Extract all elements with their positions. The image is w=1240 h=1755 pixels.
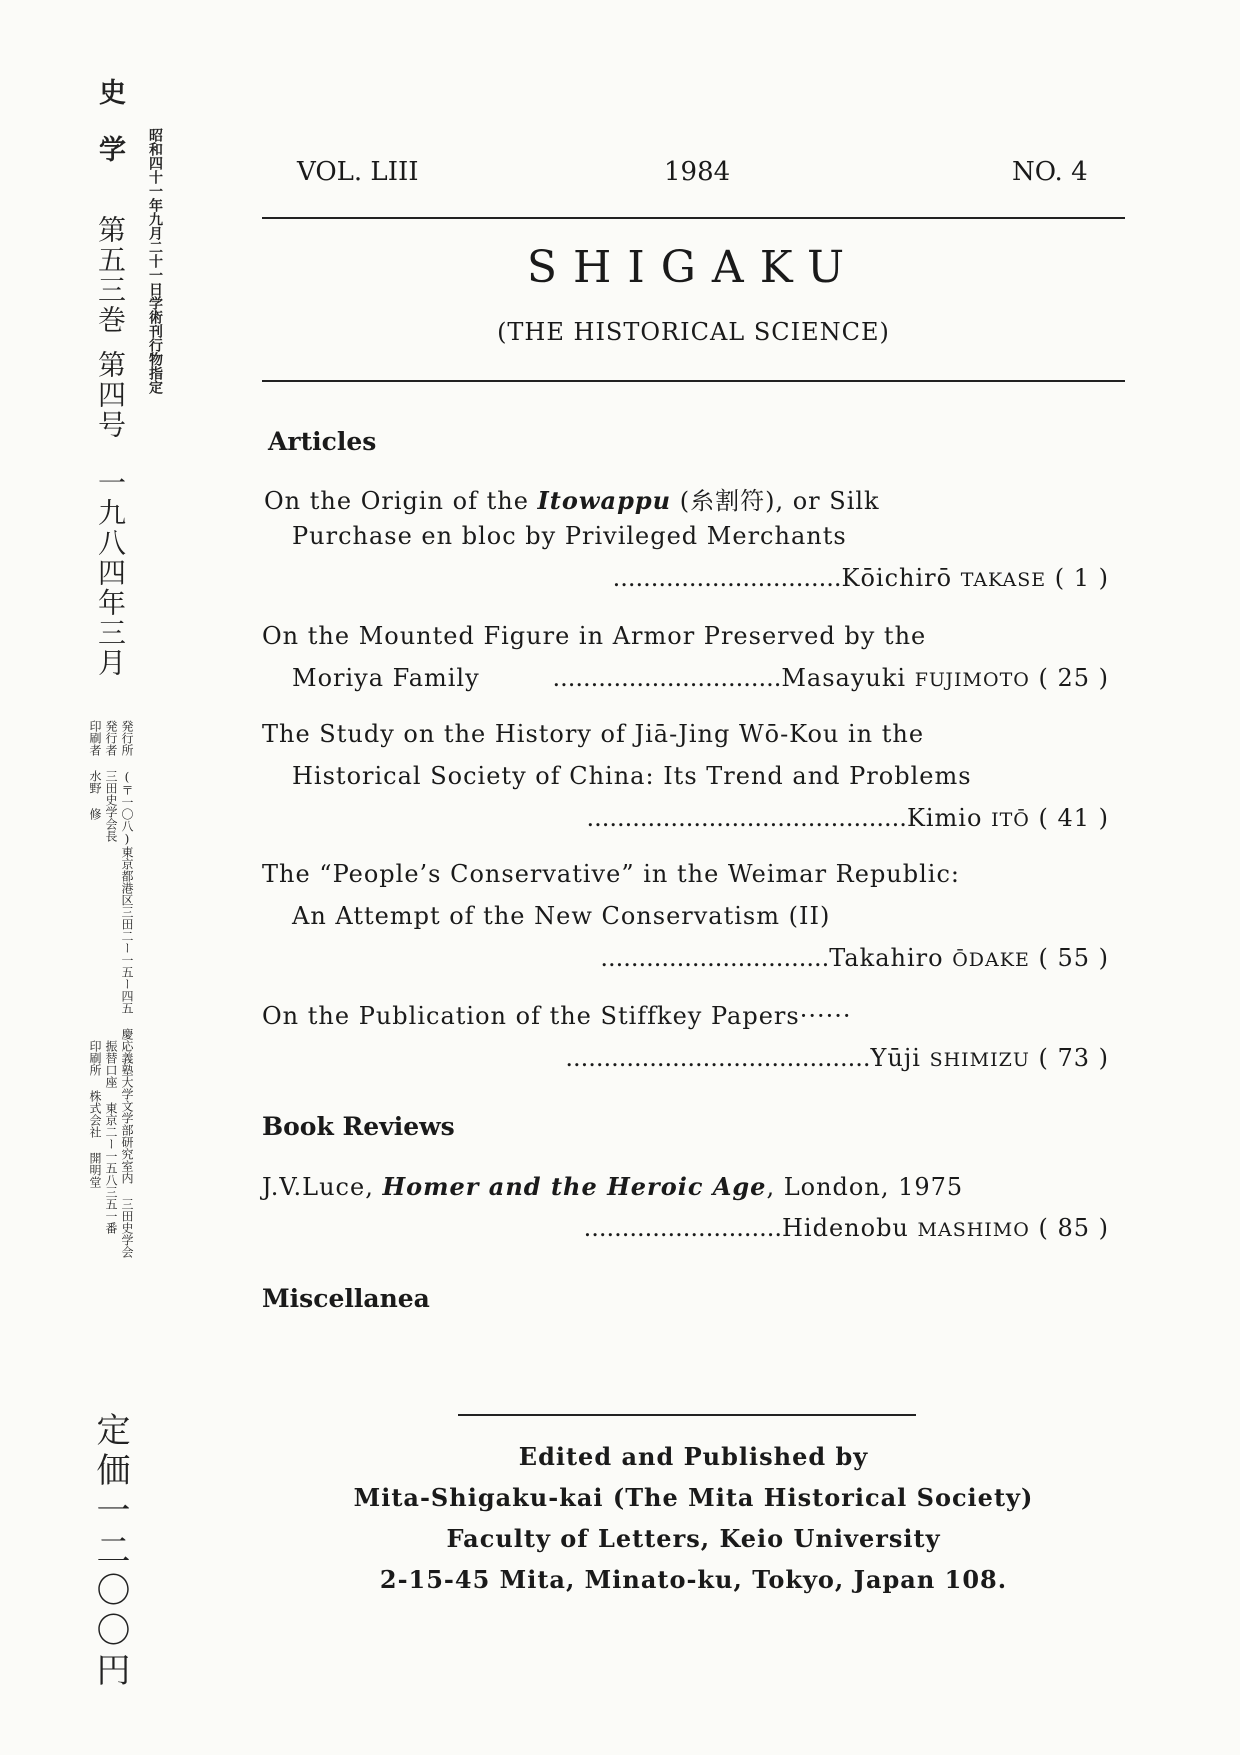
italic-term: Itowappu: [537, 486, 672, 515]
spine-printer-office: 印刷所 株式会社 開明堂: [88, 1040, 102, 1188]
spine-date: 一九八四年三月: [94, 468, 127, 678]
footer-line-address: 2-15-45 Mita, Minato-ku, Tokyo, Japan 108.: [379, 1565, 1008, 1594]
page-number: ( 1 ): [1054, 564, 1109, 592]
page-number: ( 55 ): [1038, 944, 1109, 972]
article-title-line: Moriya Family: [292, 664, 480, 692]
article-byline: [262, 664, 1109, 692]
author-given: Yūji: [870, 1044, 930, 1072]
article-title-line: On the Publication of the Stiffkey Papers······: [262, 1002, 852, 1030]
leader-dots: ..............................: [552, 664, 782, 692]
article-title-line: The Study on the History of Jiā-Jing Wō-Kou in the: [262, 720, 925, 748]
author-family: ITŌ: [991, 809, 1030, 831]
spine-price: 定価一二〇〇円: [90, 1412, 130, 1692]
spine-publisher-office: 発行所 (〒一〇八)東京都港区三田二ー一五ー四五 慶応義塾大学文学部研究室内 三田史学会: [120, 720, 134, 1258]
leader-dots: ..........................................: [586, 804, 907, 832]
author-family: MASHIMO: [917, 1219, 1030, 1241]
spine-issue: 第四号: [94, 350, 127, 440]
author-family: ŌDAKE: [952, 949, 1030, 971]
page-number: ( 25 ): [1038, 664, 1109, 692]
page-number: ( 85 ): [1038, 1214, 1109, 1242]
leader-dots: ........................................: [565, 1044, 871, 1072]
author-given: Kōichirō: [841, 564, 961, 592]
volume-label: VOL. LIII: [297, 157, 419, 187]
author-given: Hidenobu: [781, 1214, 918, 1242]
footer-line-edited: Edited and Published by: [518, 1442, 869, 1471]
section-heading-book-reviews: Book Reviews: [262, 1112, 455, 1141]
spine-account: 振替口座 東京二ー一五八三五一番: [104, 1040, 118, 1234]
journal-title: SHIGAKU: [526, 242, 861, 293]
journal-subtitle: (THE HISTORICAL SCIENCE): [497, 318, 890, 346]
italic-book-title: Homer and the Heroic Age: [382, 1172, 767, 1201]
spine-printer-person: 印刷者 水野 修: [88, 720, 102, 820]
article-title-line: An Attempt of the New Conservatism (II): [292, 902, 831, 930]
article-byline: [262, 564, 1109, 592]
spine-publisher-person: 発行者 三田史学会長: [104, 720, 118, 842]
article-byline: [262, 1044, 1109, 1072]
leader-dots: ..........................: [583, 1214, 782, 1242]
issue-number-label: NO. 4: [1012, 157, 1088, 187]
author-family: FUJIMOTO: [914, 669, 1030, 691]
article-title-line: On the Mounted Figure in Armor Preserved by the: [262, 622, 927, 650]
author-given: Masayuki: [781, 664, 915, 692]
spine-volume: 第五三巻: [94, 215, 127, 335]
author-given: Kimio: [906, 804, 992, 832]
footer-line-faculty: Faculty of Letters, Keio University: [446, 1524, 941, 1553]
top-rule: [262, 217, 1125, 219]
spine-license: 昭和四十一年九月二十一日学術刊行物指定: [147, 128, 163, 394]
review-byline: [262, 1214, 1109, 1242]
section-heading-articles: Articles: [268, 427, 377, 456]
footer-line-society: Mita-Shigaku-kai (The Mita Historical Society): [353, 1483, 1034, 1512]
review-title-line: J.V.Luce, Homer and the Heroic Age, London, 1975: [262, 1172, 964, 1201]
title-rule: [262, 380, 1125, 382]
page-number: ( 41 ): [1038, 804, 1109, 832]
author-family: SHIMIZU: [929, 1049, 1030, 1071]
article-title-line: Historical Society of China: Its Trend and Problems: [292, 762, 972, 790]
leader-dots: ..............................: [600, 944, 830, 972]
spine-title: 史学: [94, 78, 125, 192]
article-byline: [262, 944, 1109, 972]
article-title-line: On the Origin of the Itowappu (糸割符), or Silk: [264, 486, 880, 515]
footer-rule: [458, 1414, 916, 1416]
section-heading-miscellanea: Miscellanea: [262, 1284, 430, 1313]
article-title-line: Purchase en bloc by Privileged Merchants: [292, 522, 847, 550]
year-label: 1984: [664, 157, 731, 187]
page-number: ( 73 ): [1038, 1044, 1109, 1072]
article-title-line: The “People’s Conservative” in the Weimar Republic:: [262, 860, 961, 888]
author-family: TAKASE: [960, 569, 1047, 591]
leader-dots: ..............................: [612, 564, 842, 592]
article-byline: [262, 804, 1109, 832]
author-given: Takahiro: [829, 944, 953, 972]
